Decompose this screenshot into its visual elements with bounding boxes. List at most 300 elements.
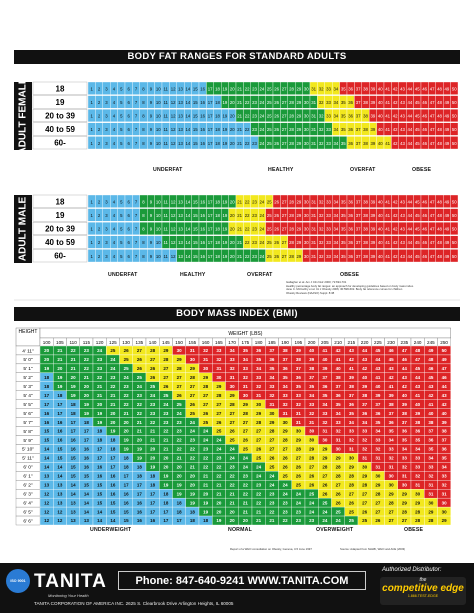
fat-value: 36	[348, 140, 354, 146]
fat-value: 5	[120, 100, 123, 105]
bmi-value: 20	[150, 446, 156, 452]
bmi-value: 23	[216, 455, 222, 461]
bmi-value: 16	[150, 518, 156, 524]
bmi-value: 37	[282, 357, 288, 363]
weight-tick: 100	[42, 340, 51, 345]
bmi-value: 42	[401, 383, 407, 389]
bmi-value: 44	[362, 348, 368, 354]
bmi-value: 26	[269, 455, 275, 461]
bmi-value: 22	[83, 357, 89, 363]
bmi-value: 32	[428, 473, 434, 479]
fat-value: 1	[90, 240, 93, 246]
fat-value: 44	[407, 253, 413, 259]
bmi-value: 23	[163, 419, 169, 425]
bmi-value: 30	[216, 375, 222, 381]
fat-value: 9	[149, 199, 153, 205]
height-tick: 5' 1"	[23, 367, 33, 373]
bmi-value: 34	[348, 419, 354, 425]
fat-value: 7	[134, 199, 138, 205]
fat-value: 31	[311, 86, 317, 92]
bmi-value: 33	[415, 455, 421, 461]
weight-tick: 235	[400, 340, 409, 345]
fat-value: 4	[112, 140, 116, 146]
bmi-value: 27	[322, 473, 328, 479]
bmi-value: 27	[203, 401, 209, 407]
bmi-value: 18	[163, 500, 169, 506]
fat-value: 36	[348, 86, 354, 92]
fat-value: 36	[348, 213, 354, 218]
bmi-value: 35	[309, 383, 315, 389]
bmi-value: 31	[335, 437, 341, 443]
bmi-value: 31	[256, 392, 262, 398]
fat-value: 38	[363, 199, 368, 205]
weight-tick: 180	[254, 340, 263, 345]
bmi-value: 36	[388, 419, 394, 425]
bmi-value: 46	[441, 375, 447, 381]
bmi-value: 27	[388, 518, 394, 524]
bmi-value: 26	[203, 410, 209, 416]
bmi-value: 17	[57, 401, 63, 407]
fat-value: 50	[451, 226, 457, 232]
height-tick: 5' 7"	[23, 420, 33, 426]
bmi-value: 44	[415, 375, 421, 381]
fat-value: 50	[451, 199, 457, 205]
bmi-value: 29	[269, 419, 275, 425]
bmi-value: 19	[136, 446, 142, 452]
bmi-value: 16	[83, 446, 89, 452]
fat-value: 39	[370, 199, 376, 205]
fat-value: 47	[429, 253, 435, 259]
bmi-value: 38	[428, 419, 434, 425]
fat-value: 40	[377, 253, 383, 259]
fat-value: 37	[355, 213, 361, 218]
bmi-value: 22	[136, 410, 142, 416]
bmi-label-underweight: UNDERWEIGHT	[90, 527, 132, 533]
bmi-value: 33	[229, 357, 235, 363]
fat-value: 6	[127, 140, 130, 146]
bmi-value: 37	[335, 383, 341, 389]
fat-value: 11	[163, 127, 168, 133]
bmi-value: 34	[229, 348, 235, 354]
bmi-value: 27	[256, 428, 262, 434]
bmi-value: 33	[335, 419, 341, 425]
bmi-value: 20	[150, 455, 156, 461]
bmi-value: 27	[375, 509, 381, 515]
fat-value: 34	[333, 86, 339, 92]
bmi-value: 41	[428, 401, 434, 407]
bmi-value: 35	[269, 366, 275, 372]
fat-value: 48	[437, 226, 442, 232]
bmi-value: 26	[189, 401, 195, 407]
bmi-value: 29	[163, 348, 169, 354]
fat-value: 25	[266, 100, 272, 105]
fat-value: 18	[215, 226, 220, 232]
fat-value: 3	[105, 199, 108, 205]
fat-value: 8	[142, 86, 145, 92]
bmi-value: 26	[176, 392, 182, 398]
fat-value: 24	[259, 140, 265, 146]
fat-value: 43	[400, 226, 405, 232]
bmi-value: 24	[256, 464, 262, 470]
fat-value: 38	[363, 86, 368, 92]
bmi-value: 22	[256, 500, 262, 506]
fat-value: 27	[281, 199, 287, 205]
bmi-value: 29	[282, 428, 288, 434]
bmi-value: 28	[229, 401, 235, 407]
bmi-value: 35	[401, 437, 407, 443]
fat-value: 41	[385, 199, 391, 205]
fat-value: 8	[142, 113, 145, 119]
bmi-value: 17	[70, 428, 76, 434]
fat-value: 42	[392, 127, 398, 133]
fat-value: 30	[303, 226, 309, 232]
bmi-value: 28	[401, 509, 407, 515]
fat-value: 37	[355, 100, 361, 105]
bmi-value: 43	[415, 383, 421, 389]
fat-value: 27	[281, 140, 287, 146]
bmi-value: 29	[335, 455, 341, 461]
bmi-value: 27	[282, 446, 288, 452]
weight-tick: 195	[294, 340, 303, 345]
fat-value: 30	[303, 213, 309, 218]
bmi-value: 40	[362, 375, 368, 381]
bmi-value: 34	[441, 464, 447, 470]
distributor-logo[interactable]	[380, 577, 466, 605]
fat-value: 16	[200, 213, 206, 218]
fat-value: 1	[90, 253, 93, 259]
bmi-value: 16	[83, 455, 89, 461]
fat-value: 7	[134, 100, 138, 105]
fat-value: 19	[222, 127, 228, 133]
bmi-value: 35	[415, 437, 421, 443]
bmi-value: 31	[229, 375, 235, 381]
bmi-value: 39	[401, 401, 407, 407]
bmi-value: 40	[401, 392, 407, 398]
bmi-value: 25	[136, 375, 142, 381]
bmi-value: 25	[362, 518, 368, 524]
fat-value: 49	[444, 100, 450, 105]
bmi-value: 32	[242, 375, 248, 381]
fat-value: 10	[155, 127, 161, 133]
bmi-value: 35	[375, 419, 381, 425]
bmi-value: 28	[189, 375, 195, 381]
bmi-value: 38	[282, 348, 288, 354]
bmi-value: 34	[242, 357, 248, 363]
fat-value: 16	[200, 140, 206, 146]
bmi-value: 21	[70, 357, 76, 363]
fat-value: 33	[326, 226, 331, 232]
bmi-value: 33	[269, 383, 275, 389]
fat-value: 6	[127, 86, 130, 92]
bmi-value: 29	[362, 473, 368, 479]
fat-value: 32	[318, 86, 324, 92]
height-header: HEIGHT	[18, 329, 38, 335]
fat-value: 41	[385, 113, 391, 119]
fat-value: 41	[385, 240, 391, 246]
fat-value: 23	[252, 140, 257, 146]
fat-value: 9	[149, 213, 153, 218]
fat-value: 28	[289, 213, 294, 218]
bmi-value: 13	[57, 500, 63, 506]
bmi-value: 27	[348, 491, 354, 497]
fat-value: 18	[215, 100, 220, 105]
note-line: Gallagher et al. Am J Clin Nutr 2000; 72:694-701	[286, 280, 347, 284]
fat-value: 15	[192, 140, 198, 146]
fat-value: 43	[400, 240, 405, 246]
fat-value: 34	[333, 140, 339, 146]
bmi-value: 37	[428, 428, 434, 434]
fat-value: 42	[392, 240, 398, 246]
bmi-value: 15	[110, 500, 116, 506]
bmi-value: 38	[441, 428, 447, 434]
bmi-value: 20	[242, 518, 248, 524]
fat-value: 39	[370, 100, 376, 105]
bmi-value: 23	[123, 383, 129, 389]
fat-value: 24	[259, 199, 265, 205]
fat-value: 12	[170, 199, 176, 205]
bmi-value: 29	[441, 518, 447, 524]
fat-value: 48	[437, 100, 442, 105]
bmi-value: 39	[295, 348, 301, 354]
fat-value: 37	[355, 253, 361, 259]
bmi-value: 16	[57, 437, 63, 443]
bmi-value: 24	[97, 348, 103, 354]
weight-tick: 240	[413, 340, 422, 345]
fat-value: 8	[142, 253, 145, 259]
bmi-value: 31	[242, 383, 248, 389]
bmi-value: 27	[309, 464, 315, 470]
fat-value: 25	[266, 213, 272, 218]
bmi-value: 39	[309, 357, 315, 363]
brand-tagline: Monitoring Your Health	[48, 593, 89, 598]
bmi-value: 45	[428, 375, 434, 381]
weight-tick: 120	[95, 340, 104, 345]
fat-value: 33	[326, 213, 331, 218]
bmi-value: 24	[282, 491, 288, 497]
bmi-value: 36	[401, 428, 407, 434]
bmi-value: 21	[83, 375, 89, 381]
fat-value: 29	[296, 100, 302, 105]
bmi-value: 25	[335, 509, 341, 515]
bmi-value: 24	[203, 437, 209, 443]
fat-value: 30	[303, 253, 309, 259]
fat-value: 18	[215, 213, 220, 218]
fat-value: 18	[215, 140, 220, 146]
bmi-value: 17	[136, 482, 142, 488]
bmi-value: 25	[203, 419, 209, 425]
bmi-value: 38	[309, 366, 315, 372]
fat-value: 28	[289, 240, 294, 246]
bmi-value: 19	[203, 500, 209, 506]
bmi-value: 31	[348, 446, 354, 452]
row-label: 60-	[54, 138, 66, 148]
male-label-underfat: UNDERFAT	[108, 272, 138, 278]
height-tick: 5' 11"	[22, 456, 34, 462]
bmi-value: 21	[256, 509, 262, 515]
bmi-value: 34	[269, 375, 275, 381]
fat-value: 18	[215, 199, 220, 205]
fat-value: 30	[303, 113, 309, 119]
bmi-value: 36	[362, 410, 368, 416]
fat-value: 38	[363, 127, 368, 133]
height-tick: 5' 9"	[23, 438, 33, 444]
fat-value: 45	[414, 127, 420, 133]
fat-value: 6	[127, 113, 130, 119]
bmi-value: 14	[70, 491, 76, 497]
bmi-value: 30	[428, 500, 434, 506]
bmi-value: 18	[176, 509, 182, 515]
bmi-value: 23	[163, 410, 169, 416]
bmi-value: 38	[388, 401, 394, 407]
bmi-value: 15	[44, 428, 50, 434]
fat-value: 31	[311, 213, 317, 218]
bmi-value: 25	[163, 392, 169, 398]
height-tick: 5' 5"	[23, 402, 33, 408]
bmi-value: 43	[348, 348, 354, 354]
weight-tick: 145	[162, 340, 170, 345]
bmi-value: 22	[83, 366, 89, 372]
fat-value: 32	[318, 127, 324, 133]
bmi-value: 15	[70, 464, 76, 470]
fat-value: 46	[422, 127, 428, 133]
fat-value: 19	[222, 253, 228, 259]
bmi-value: 27	[362, 500, 368, 506]
fat-value: 17	[207, 127, 213, 133]
bmi-value: 26	[309, 482, 315, 488]
weight-tick: 150	[175, 340, 183, 345]
bmi-value: 34	[256, 366, 262, 372]
bmi-value: 19	[57, 383, 63, 389]
bmi-value: 34	[415, 446, 421, 452]
bmi-value: 24	[269, 482, 275, 488]
bmi-value: 21	[203, 482, 209, 488]
fat-value: 50	[451, 240, 457, 246]
fat-value: 24	[259, 240, 265, 246]
bmi-value: 18	[123, 464, 129, 470]
fat-value: 7	[134, 240, 138, 246]
fat-value: 5	[120, 199, 123, 205]
fat-value: 1	[90, 127, 93, 133]
bmi-value: 18	[70, 410, 76, 416]
bmi-value: 38	[401, 410, 407, 416]
fat-value: 2	[97, 86, 101, 92]
bmi-value: 30	[335, 446, 341, 452]
bmi-value: 19	[189, 491, 195, 497]
fat-value: 15	[192, 213, 198, 218]
bmi-value: 22	[97, 375, 103, 381]
fat-value: 22	[244, 226, 250, 232]
fat-value: 44	[407, 226, 413, 232]
bmi-value: 32	[322, 419, 328, 425]
bmi-value: 44	[441, 383, 447, 389]
contact-box[interactable]: Phone: 847-640-9241 WWW.TANITA.COM	[118, 571, 366, 590]
fat-value: 26	[274, 113, 280, 119]
bmi-value: 27	[229, 410, 235, 416]
fat-value: 21	[237, 240, 243, 246]
bmi-value: 35	[348, 410, 354, 416]
bmi-value: 17	[176, 518, 182, 524]
bmi-value: 29	[375, 482, 381, 488]
fat-value: 11	[163, 86, 168, 92]
bmi-value: 31	[189, 348, 195, 354]
fat-value: 34	[333, 226, 339, 232]
fat-value: 45	[414, 86, 420, 92]
bmi-value: 16	[123, 491, 129, 497]
bmi-value: 28	[322, 464, 328, 470]
fat-value: 19	[222, 113, 228, 119]
fat-value: 23	[252, 100, 257, 105]
bmi-value: 16	[83, 464, 89, 470]
fat-value: 1	[90, 86, 93, 92]
weight-tick: 160	[201, 340, 210, 345]
bmi-value: 20	[97, 401, 103, 407]
bmi-value: 32	[362, 446, 368, 452]
fat-value: 44	[407, 113, 413, 119]
bmi-value: 27	[388, 509, 394, 515]
fat-value: 31	[311, 113, 317, 119]
fat-value: 43	[400, 113, 405, 119]
bmi-value: 20	[176, 473, 182, 479]
bmi-value: 24	[229, 446, 235, 452]
company-address: TANITA CORPORATION OF AMERICA INC. 2625 S. Clearbrook Drive Arlington Heights, IL 60005	[34, 601, 234, 606]
bmi-value: 29	[229, 392, 235, 398]
fat-value: 22	[244, 240, 250, 246]
fat-value: 2	[97, 113, 101, 119]
bmi-value: 26	[229, 428, 235, 434]
fat-value: 7	[134, 127, 138, 133]
bmi-value: 24	[282, 482, 288, 488]
fat-value: 36	[348, 113, 354, 119]
bmi-value: 27	[269, 437, 275, 443]
fat-value: 20	[229, 86, 235, 92]
bmi-value: 26	[375, 518, 381, 524]
bmi-value: 22	[242, 491, 248, 497]
fat-value: 43	[400, 213, 405, 218]
bmi-value: 26	[136, 357, 142, 363]
bmi-value: 25	[176, 401, 182, 407]
fat-value: 25	[266, 199, 272, 205]
bmi-value: 40	[441, 410, 447, 416]
fat-value: 28	[289, 100, 294, 105]
bmi-value: 29	[322, 455, 328, 461]
bmi-value: 45	[375, 348, 381, 354]
bmi-value: 39	[322, 366, 328, 372]
fat-value: 39	[370, 127, 376, 133]
fat-value: 39	[370, 253, 376, 259]
weight-tick: 105	[56, 340, 64, 345]
fat-value: 36	[348, 240, 354, 246]
fat-value: 12	[170, 86, 176, 92]
bmi-value: 20	[203, 491, 209, 497]
fat-value: 26	[274, 127, 280, 133]
fat-value: 28	[289, 253, 294, 259]
fat-value: 2	[97, 127, 101, 133]
distributor-name: competitive edge	[382, 583, 464, 594]
fat-value: 20	[229, 140, 235, 146]
bmi-value: 21	[189, 464, 195, 470]
fat-value: 35	[340, 226, 346, 232]
bmi-value: 16	[44, 419, 50, 425]
height-tick: 4' 11"	[22, 349, 34, 355]
bmi-value: 28	[335, 464, 341, 470]
bmi-value: 43	[362, 357, 368, 363]
fat-value: 8	[142, 100, 145, 105]
bmi-value: 26	[322, 482, 328, 488]
fat-value: 45	[414, 226, 420, 232]
bmi-value: 30	[441, 509, 447, 515]
fat-value: 38	[363, 100, 368, 105]
bmi-value: 36	[269, 357, 275, 363]
